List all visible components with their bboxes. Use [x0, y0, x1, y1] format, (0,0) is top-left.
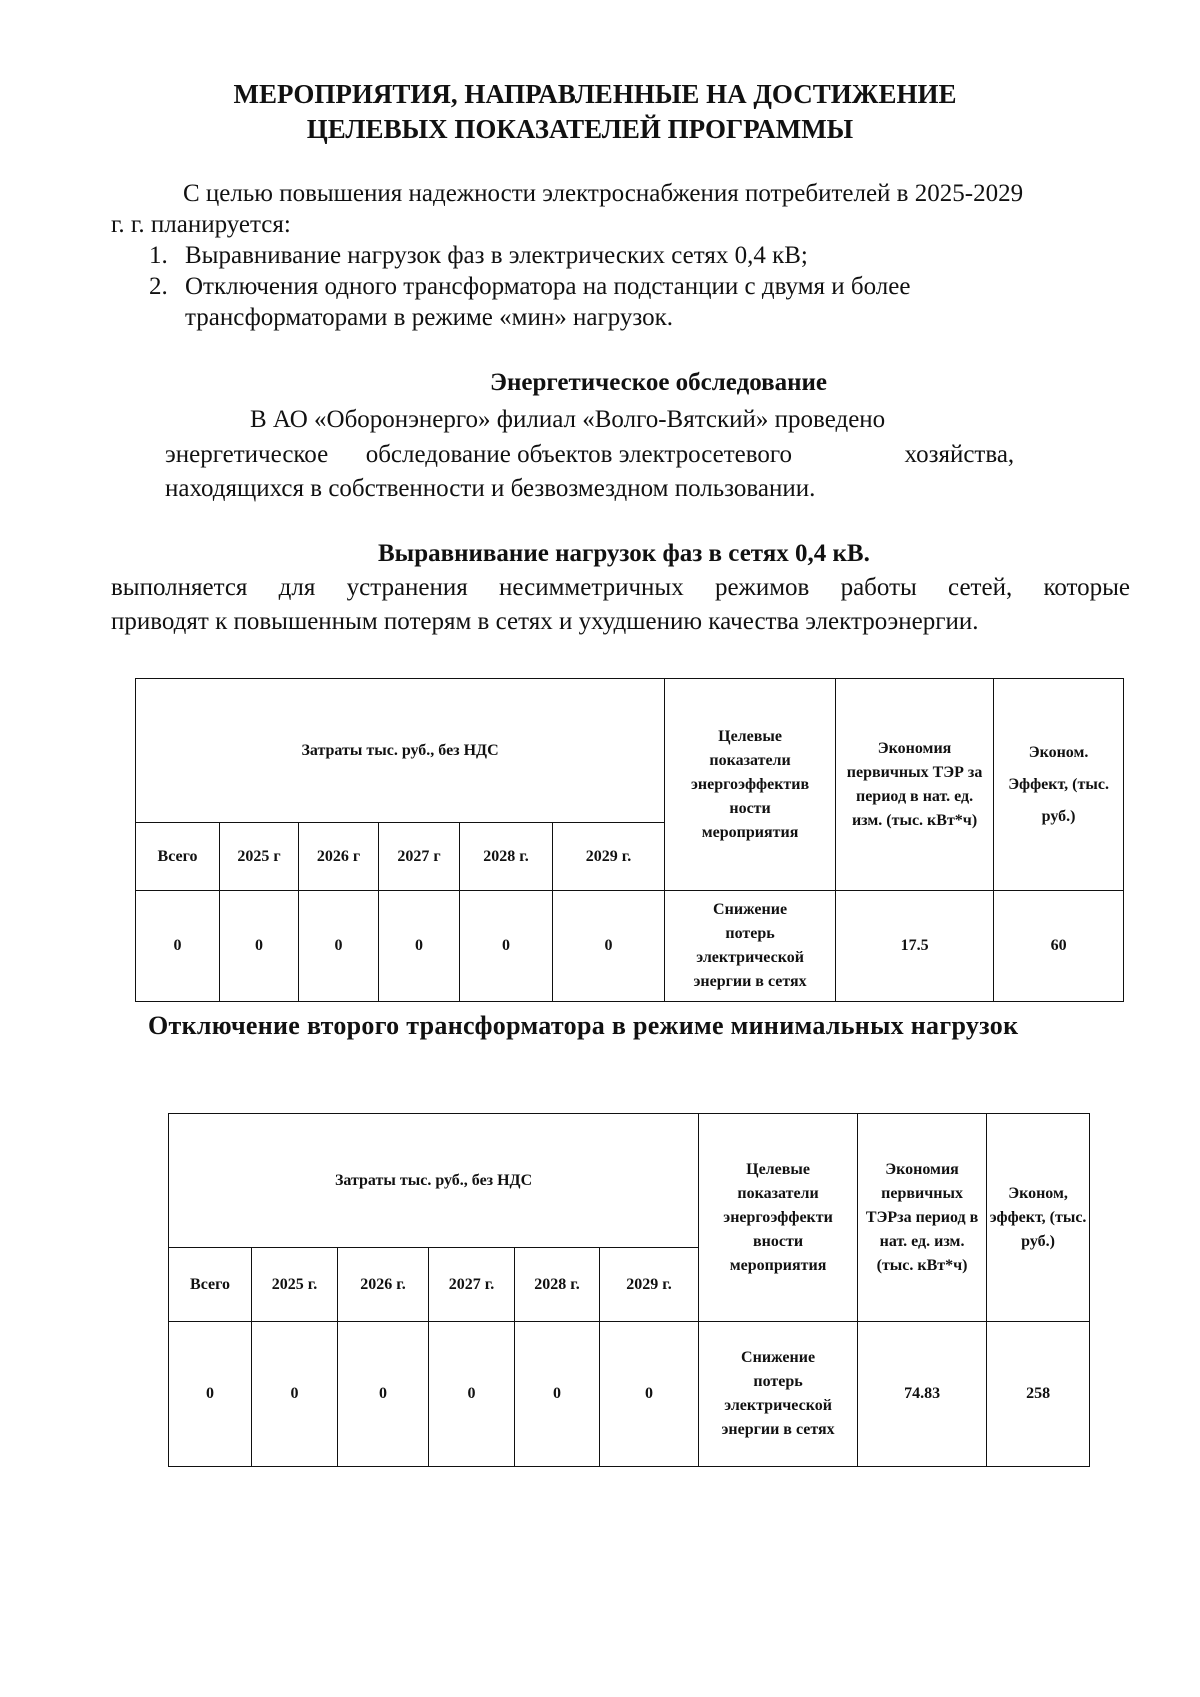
target-indicators-header: Целевые показатели энергоэффекти вности мероприятия: [699, 1114, 858, 1322]
plan-list: [149, 240, 911, 333]
table-transformer-shutdown: [168, 1113, 1090, 1467]
economic-effect-header: Эконом, эффект, (тыс. руб.): [987, 1114, 1090, 1322]
intro-line-2: г. г. планируется:: [111, 211, 291, 238]
savings-value: 17.5: [836, 891, 994, 1002]
balance-heading: Выравнивание нагрузок фаз в сетях 0,4 кВ.: [378, 540, 870, 567]
value-2025: 0: [220, 891, 299, 1002]
table-phase-balancing: [135, 678, 1124, 1002]
plan-list-item: [149, 240, 910, 271]
value-total: 0: [169, 1322, 252, 1467]
savings-header: Экономия первичных ТЭРза период в нат. ед. изм. (тыс. кВт*ч): [858, 1114, 987, 1322]
economic-effect-value: 258: [987, 1322, 1090, 1467]
year-header-2027: 2027 г: [379, 823, 460, 891]
value-2028: 0: [515, 1322, 600, 1467]
economic-effect-value: 60: [994, 891, 1124, 1002]
target-indicator-value: Снижение потерь электрической энергии в сетях: [665, 891, 836, 1002]
target-indicator-value: Снижение потерь электрической энергии в сетях: [699, 1322, 858, 1467]
audit-line-1: В АО «Оборонэнерго» филиал «Волго-Вятский» проведено: [250, 406, 886, 433]
list-number: 2.: [149, 273, 168, 300]
value-2025: 0: [252, 1322, 338, 1467]
table-row: [169, 1322, 1090, 1467]
year-header-total: Всего: [136, 823, 220, 891]
plan-list-item: [149, 271, 911, 302]
table-row: [136, 891, 1124, 1002]
audit-heading: Энергетическое обследование: [490, 369, 827, 396]
value-2029: 0: [553, 891, 665, 1002]
year-header-2028: 2028 г.: [460, 823, 553, 891]
year-header-2025: 2025 г: [220, 823, 299, 891]
value-2029: 0: [600, 1322, 699, 1467]
year-header-2025: 2025 г.: [252, 1248, 338, 1322]
economic-effect-header: Эконом. Эффект, (тыс. руб.): [994, 679, 1124, 891]
year-header-2026: 2026 г.: [338, 1248, 429, 1322]
list-item-text: Выравнивание нагрузок фаз в электрических сетях 0,4 кВ;: [185, 242, 808, 269]
list-number: 1.: [149, 242, 168, 269]
year-header-2029: 2029 г.: [600, 1248, 699, 1322]
year-header-2029: 2029 г.: [553, 823, 665, 891]
audit-line-3: находящихся в собственности и безвозмездном пользовании.: [165, 475, 816, 502]
year-header-total: Всего: [169, 1248, 252, 1322]
year-header-2028: 2028 г.: [515, 1248, 600, 1322]
year-header-2026: 2026 г: [299, 823, 379, 891]
value-2026: 0: [299, 891, 379, 1002]
audit-line-2: энергетическое обследование объектов электросетевого хозяйства,: [165, 441, 1015, 468]
value-total: 0: [136, 891, 220, 1002]
value-2027: 0: [429, 1322, 515, 1467]
costs-header: Затраты тыс. руб., без НДС: [136, 679, 665, 823]
document-title-line-1: МЕРОПРИЯТИЯ, НАПРАВЛЕННЫЕ НА ДОСТИЖЕНИЕ: [233, 79, 957, 109]
target-indicators-header: Целевые показатели энергоэффектив ности мероприятия: [665, 679, 836, 891]
list-item-text: Отключения одного трансформатора на подстанции с двумя и более: [185, 273, 911, 300]
balance-line-2: приводят к повышенным потерям в сетях и ухудшению качества электроэнергии.: [111, 608, 979, 635]
year-header-2027: 2027 г.: [429, 1248, 515, 1322]
transformer-heading: Отключение второго трансформатора в режиме минимальных нагрузок: [148, 1011, 1019, 1040]
balance-line-1: выполняется для устранения несимметричных режимов работы сетей, которые: [111, 574, 1130, 601]
document-title-line-2: ЦЕЛЕВЫХ ПОКАЗАТЕЛЕЙ ПРОГРАММЫ: [306, 114, 854, 144]
list-item-text: трансформаторами в режиме «мин» нагрузок.: [185, 304, 673, 331]
value-2026: 0: [338, 1322, 429, 1467]
value-2028: 0: [460, 891, 553, 1002]
intro-line-1: С целью повышения надежности электроснабжения потребителей в 2025-2029: [183, 180, 1024, 207]
savings-header: Экономия первичных ТЭР за период в нат. ед. изм. (тыс. кВт*ч): [836, 679, 994, 891]
savings-value: 74.83: [858, 1322, 987, 1467]
value-2027: 0: [379, 891, 460, 1002]
plan-list-item-continuation: [185, 302, 910, 333]
costs-header: Затраты тыс. руб., без НДС: [169, 1114, 699, 1248]
